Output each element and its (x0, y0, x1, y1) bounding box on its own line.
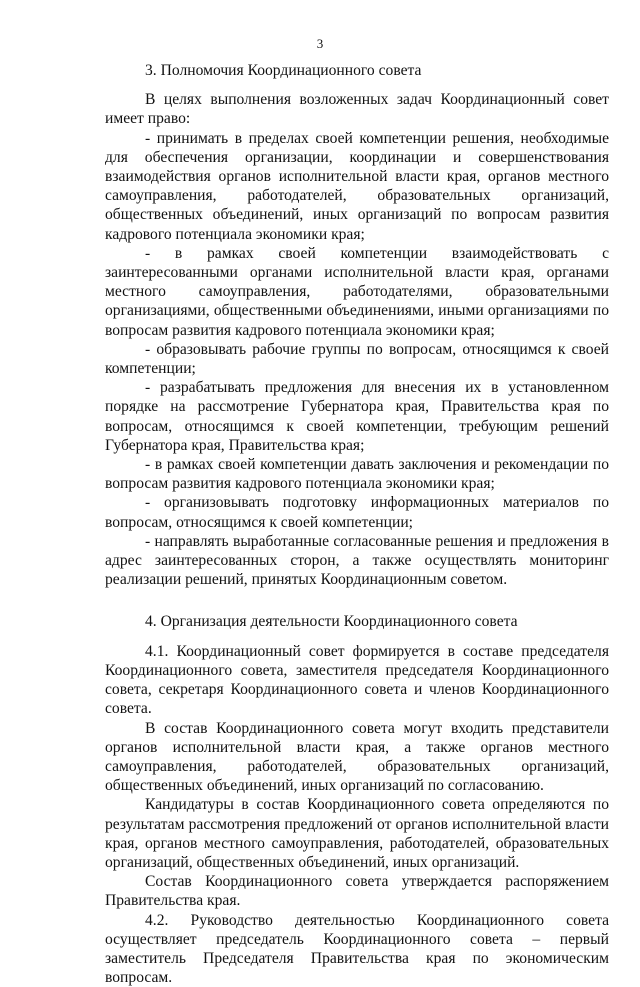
paragraph: 4.1. Координационный совет формируется в составе председателя Координационного совета, заместителя председателя Координационного совета, секретаря Координационного совета и членов Координационного совета. (105, 642, 609, 718)
list-item: - в рамках своей компетенции взаимодействовать с заинтересованными органами исполнительной власти края, органами местного самоуправления, работодателями, образовательными организациями, общественными объединениями, иными организациями по вопросам развития кадрового потенциала экономики края; (105, 244, 609, 339)
list-item: - образовывать рабочие группы по вопросам, относящимся к своей компетенции; (105, 340, 609, 378)
list-item: - в рамках своей компетенции давать заключения и рекомендации по вопросам развития кадрового потенциала экономики края; (105, 456, 609, 493)
paragraph: В состав Координационного совета могут входить представители органов исполнительной власти края, а также органов местного самоуправления, работодателей, образовательных организаций, общественных объединений, иных организаций по согласованию. (105, 719, 609, 795)
paragraph: Кандидатуры в состав Координационного совета определяются по результатам рассмотрения предложений от органов исполнительной власти края, органов местного самоуправления, работодателей, образовательных организаций, общественных объединений, иных организаций. (105, 796, 609, 871)
list-item: - разрабатывать предложения для внесения их в установленном порядке на рассмотрение Губернатора края, Правительства края по вопросам, относящимся к своей компетенции, требующим решений Губернатора края, Правительства края; (105, 379, 609, 454)
section-heading: 3. Полномочия Координационного совета (145, 62, 422, 79)
paragraph: Состав Координационного совета утверждается распоряжением Правительства края. (105, 873, 609, 910)
section-powers (105, 61, 609, 589)
section-heading: 4. Организация деятельности Координационного совета (145, 613, 518, 631)
list-item: - принимать в пределах своей компетенции решения, необходимые для обеспечения организации, координации и совершенствования взаимодействия органов исполнительной власти края, органов местного самоуправления, работодателей, образовательных организаций, общественных объединений, иных организаций по вопросам развития кадрового потенциала экономики края; (105, 129, 609, 243)
paragraph: В целях выполнения возложенных задач Координационный совет имеет право: (105, 91, 609, 128)
page-number: 3 (316, 36, 324, 51)
list-item: - организовывать подготовку информационных материалов по вопросам, относящимся к своей компетенции; (105, 494, 609, 531)
document-body (105, 61, 609, 987)
paragraph: 4.2. Руководство деятельностью Координационного совета осуществляет председатель Координационного совета – первый заместитель Председателя Правительства края по экономическим вопросам. (105, 911, 609, 987)
list-item: - направлять выработанные согласованные решения и предложения в адрес заинтересованных сторон, а также осуществлять мониторинг реализации решений, принятых Координационным советом. (105, 532, 609, 589)
section-organization (105, 612, 609, 987)
